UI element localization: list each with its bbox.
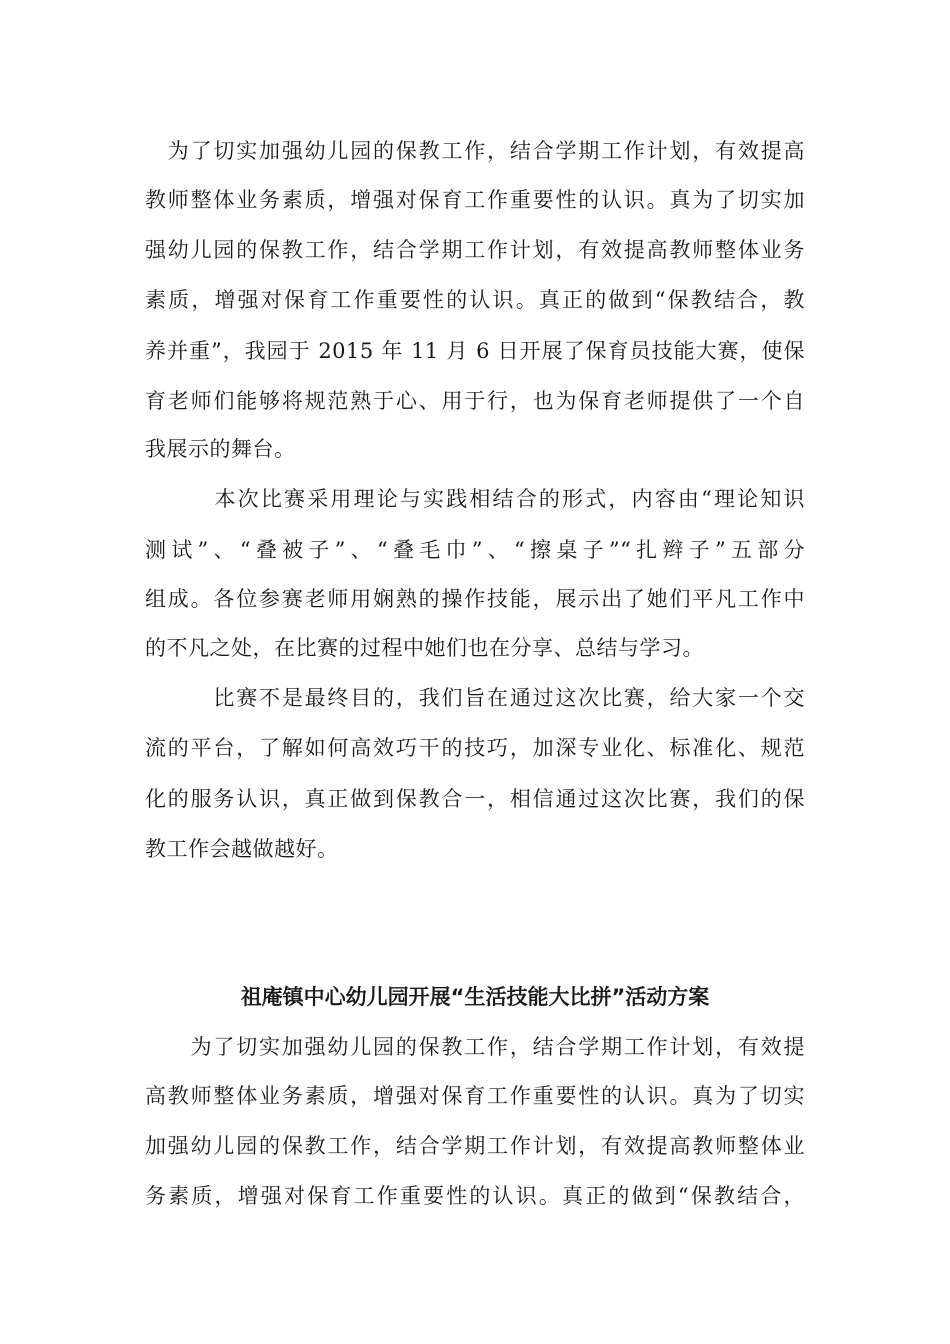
paragraph-1-line-4: 素质，增强对保育工作重要性的认识。真正的做到“保教结合，教 — [145, 288, 805, 312]
paragraph-4-line-4: 务素质，增强对保育工作重要性的认识。真正的做到“保教结合， — [145, 1184, 805, 1208]
paragraph-3-line-2: 流的平台，了解如何高效巧干的技巧，加深专业化、标准化、规范 — [145, 736, 805, 760]
paragraph-2-line-4: 的不凡之处，在比赛的过程中她们也在分享、总结与学习。 — [145, 636, 704, 660]
paragraph-1-line-1: 为了切实加强幼儿园的保教工作，结合学期工作计划，有效提高 — [145, 139, 805, 163]
paragraph-4-line-2: 高教师整体业务素质，增强对保育工作重要性的认识。真为了切实 — [145, 1084, 805, 1108]
paragraph-2-line-1: 本次比赛采用理论与实践相结合的形式，内容由“理论知识 — [145, 487, 805, 511]
paragraph-1-line-5: 养并重”，我园于 2015 年 11 月 6 日开展了保育员技能大赛，使保 — [145, 339, 805, 363]
paragraph-3-line-1: 比赛不是最终目的，我们旨在通过这次比赛，给大家一个交 — [145, 686, 805, 710]
paragraph-4-line-1: 为了切实加强幼儿园的保教工作，结合学期工作计划，有效提 — [145, 1035, 805, 1059]
paragraph-3-line-4: 教工作会越做越好。 — [145, 837, 339, 861]
paragraph-1-line-6: 育老师们能够将规范熟于心、用于行，也为保育老师提供了一个自 — [145, 389, 805, 413]
paragraph-3-line-3: 化的服务认识，真正做到保教合一，相信通过这次比赛，我们的保 — [145, 787, 805, 811]
paragraph-1-line-2: 教师整体业务素质，增强对保育工作重要性的认识。真为了切实加 — [145, 188, 805, 212]
paragraph-1-line-3: 强幼儿园的保教工作，结合学期工作计划，有效提高教师整体业务 — [145, 238, 805, 262]
paragraph-4-line-3: 加强幼儿园的保教工作，结合学期工作计划，有效提高教师整体业 — [145, 1134, 805, 1158]
section-title: 祖庵镇中心幼儿园开展“生活技能大比拼”活动方案 — [240, 985, 710, 1009]
paragraph-2-line-3: 组成。各位参赛老师用娴熟的操作技能，展示出了她们平凡工作中 — [145, 587, 805, 611]
paragraph-2-line-2: 测试”、“叠被子”、“叠毛巾”、“擦桌子”“扎辫子”五部分 — [145, 538, 805, 562]
paragraph-1-line-7: 我展示的舞台。 — [145, 437, 296, 461]
